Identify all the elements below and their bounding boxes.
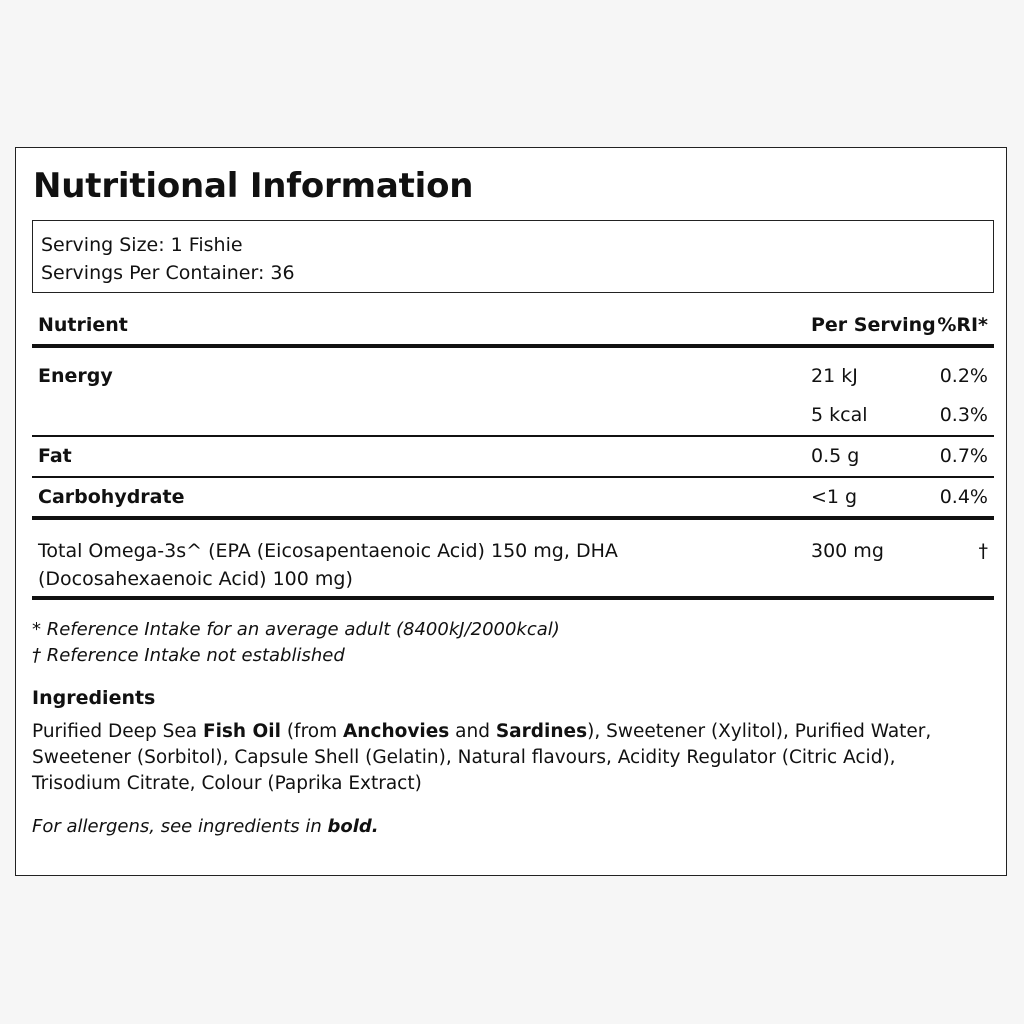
nutrition-panel: [15, 147, 1007, 876]
ingredient-text: Purified Deep Sea: [32, 721, 203, 742]
nutrient-name: Energy: [38, 365, 113, 387]
ingredient-allergen: Fish Oil: [202, 721, 281, 742]
fat-value: 0.5 g: [811, 445, 860, 467]
servings-per-container: Servings Per Container: 36: [41, 262, 295, 284]
ingredients-text: [32, 719, 987, 797]
carbohydrate-ri: 0.4%: [939, 486, 988, 508]
ingredient-allergen: Sardines: [495, 721, 588, 742]
serving-info-box: [32, 220, 994, 293]
energy-kcal: 5 kcal: [811, 404, 868, 426]
divider-thick: [32, 344, 994, 348]
nutrient-name: Carbohydrate: [38, 486, 185, 508]
page-title: Nutritional Information: [33, 166, 474, 206]
ingredient-text: and: [449, 721, 496, 742]
allergen-bold-word: bold.: [327, 816, 379, 837]
allergen-note: [32, 816, 379, 837]
ingredient-allergen: Anchovies: [342, 721, 450, 742]
energy-kj-ri: 0.2%: [939, 365, 988, 387]
divider-thick: [32, 516, 994, 520]
footnote-ri: * Reference Intake for an average adult (8400kJ/2000kcal): [32, 619, 560, 640]
footnote-dagger: † Reference Intake not established: [32, 645, 345, 666]
header-per-serving: Per Serving: [811, 314, 936, 336]
header-ri: %RI*: [937, 314, 988, 336]
serving-size: Serving Size: 1 Fishie: [41, 234, 243, 256]
energy-kj: 21 kJ: [811, 365, 858, 387]
omega-value: 300 mg: [811, 540, 884, 562]
omega-name: Total Omega-3s^ (EPA (Eicosapentaenoic Acid) 150 mg, DHA (Docosahexaenoic Acid) 100 mg): [38, 540, 618, 590]
divider-thick: [32, 596, 994, 600]
header-nutrient: Nutrient: [38, 314, 128, 336]
divider-thin: [32, 476, 994, 478]
nutrient-name: Fat: [38, 445, 72, 467]
ingredient-text: ), Sweetener (Xylitol), Purified Water, Sweetener (Sorbitol), Capsule Shell (Gelatin), Natural flavours, Acidity Regulator (Citric Acid), Trisodium Citrate, Colour (Paprika Extract): [32, 721, 932, 794]
energy-kcal-ri: 0.3%: [939, 404, 988, 426]
ingredient-text: (from: [280, 721, 343, 742]
allergen-prefix: For allergens, see ingredients in: [32, 816, 328, 837]
omega-ri: †: [978, 540, 988, 562]
fat-ri: 0.7%: [939, 445, 988, 467]
carbohydrate-value: <1 g: [811, 486, 858, 508]
ingredients-title: Ingredients: [32, 687, 156, 709]
divider-thin: [32, 435, 994, 437]
